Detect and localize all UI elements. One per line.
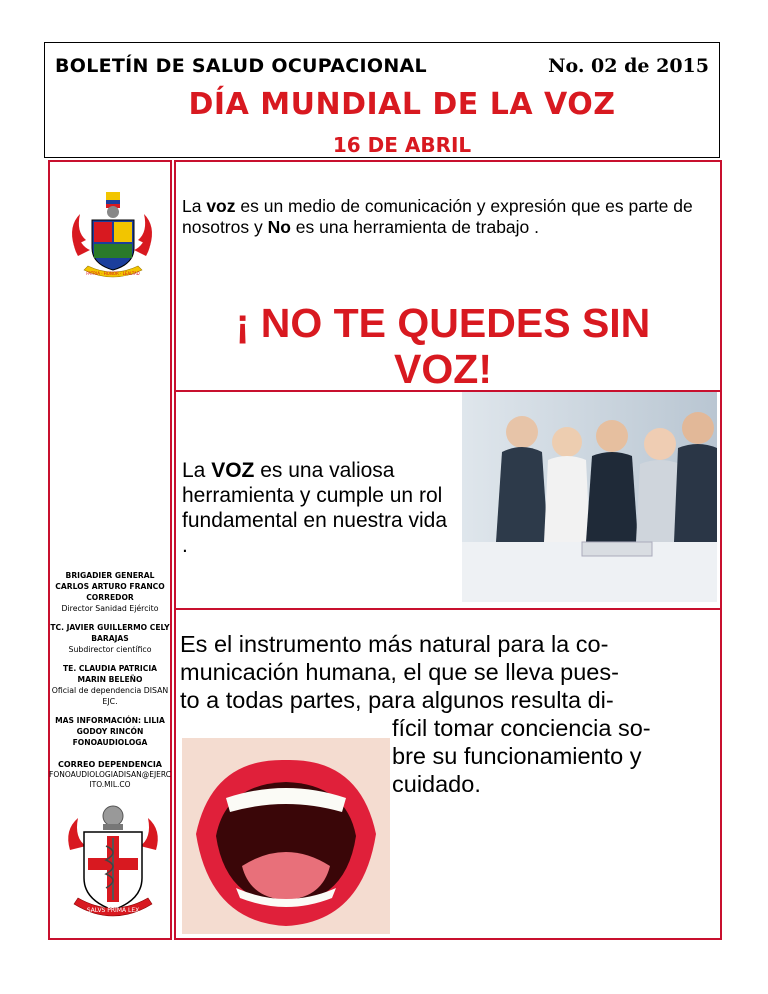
person3-name: TE. CLAUDIA PATRICIA MARIN BELEÑO [62, 664, 158, 684]
bulletin-number: No. 02 de 2015 [548, 55, 709, 77]
event-date: 16 DE ABRIL [332, 133, 472, 157]
army-crest-icon [66, 186, 158, 286]
contact-email[interactable]: FONOAUDIOLOGIADISAN@EJERCITO.MIL.CO [49, 770, 171, 789]
crest2-motto: SALVS PRIMA LEX [86, 907, 140, 914]
intro-paragraph: La voz es un medio de comunicación y expresión que es parte de nosotros y No es una herramienta de trabajo . [182, 196, 693, 237]
person2-role: Subdirector científico [68, 645, 152, 654]
contact-label: CORREO DEPENDENCIA [57, 760, 162, 769]
health-crest-icon [60, 800, 166, 926]
info-contact: MAS INFORMACIÓN: LILIA GODOY RINCÓN FONOAUDIOLOGA [55, 716, 165, 747]
crest-motto: PATRIA · HONOR · LEALTAD [86, 271, 140, 276]
person3-role: Oficial de dependencia DISAN EJC. [51, 686, 169, 706]
office-meeting-photo [462, 392, 717, 602]
section-divider [176, 608, 720, 610]
person1-role: Director Sanidad Ejército [61, 604, 159, 613]
open-mouth-photo [182, 738, 390, 934]
instrument-paragraph-cont: fícil tomar conciencia so- bre su funcionamiento y cuidado. [392, 715, 651, 797]
slogan: ¡ NO TE QUEDES SIN VOZ! [235, 300, 651, 392]
credits-block [48, 570, 172, 790]
instrument-paragraph: Es el instrumento más natural para la co- municación humana, el que se lleva pues- to a todas partes, para algunos resulta di- [180, 631, 619, 713]
voice-tool-paragraph: La VOZ es una valiosa herramienta y cumple un rol fundamental en nuestra vida . [182, 459, 448, 557]
bulletin-name: BOLETÍN DE SALUD OCUPACIONAL [55, 55, 427, 77]
person1-name: BRIGADIER GENERAL CARLOS ARTURO FRANCO CORREDOR [55, 571, 165, 602]
person2-name: TC. JAVIER GUILLERMO CELY BARAJAS [50, 623, 170, 643]
page-title: DÍA MUNDIAL DE LA VOZ [188, 87, 616, 122]
bulletin-header [44, 42, 720, 158]
